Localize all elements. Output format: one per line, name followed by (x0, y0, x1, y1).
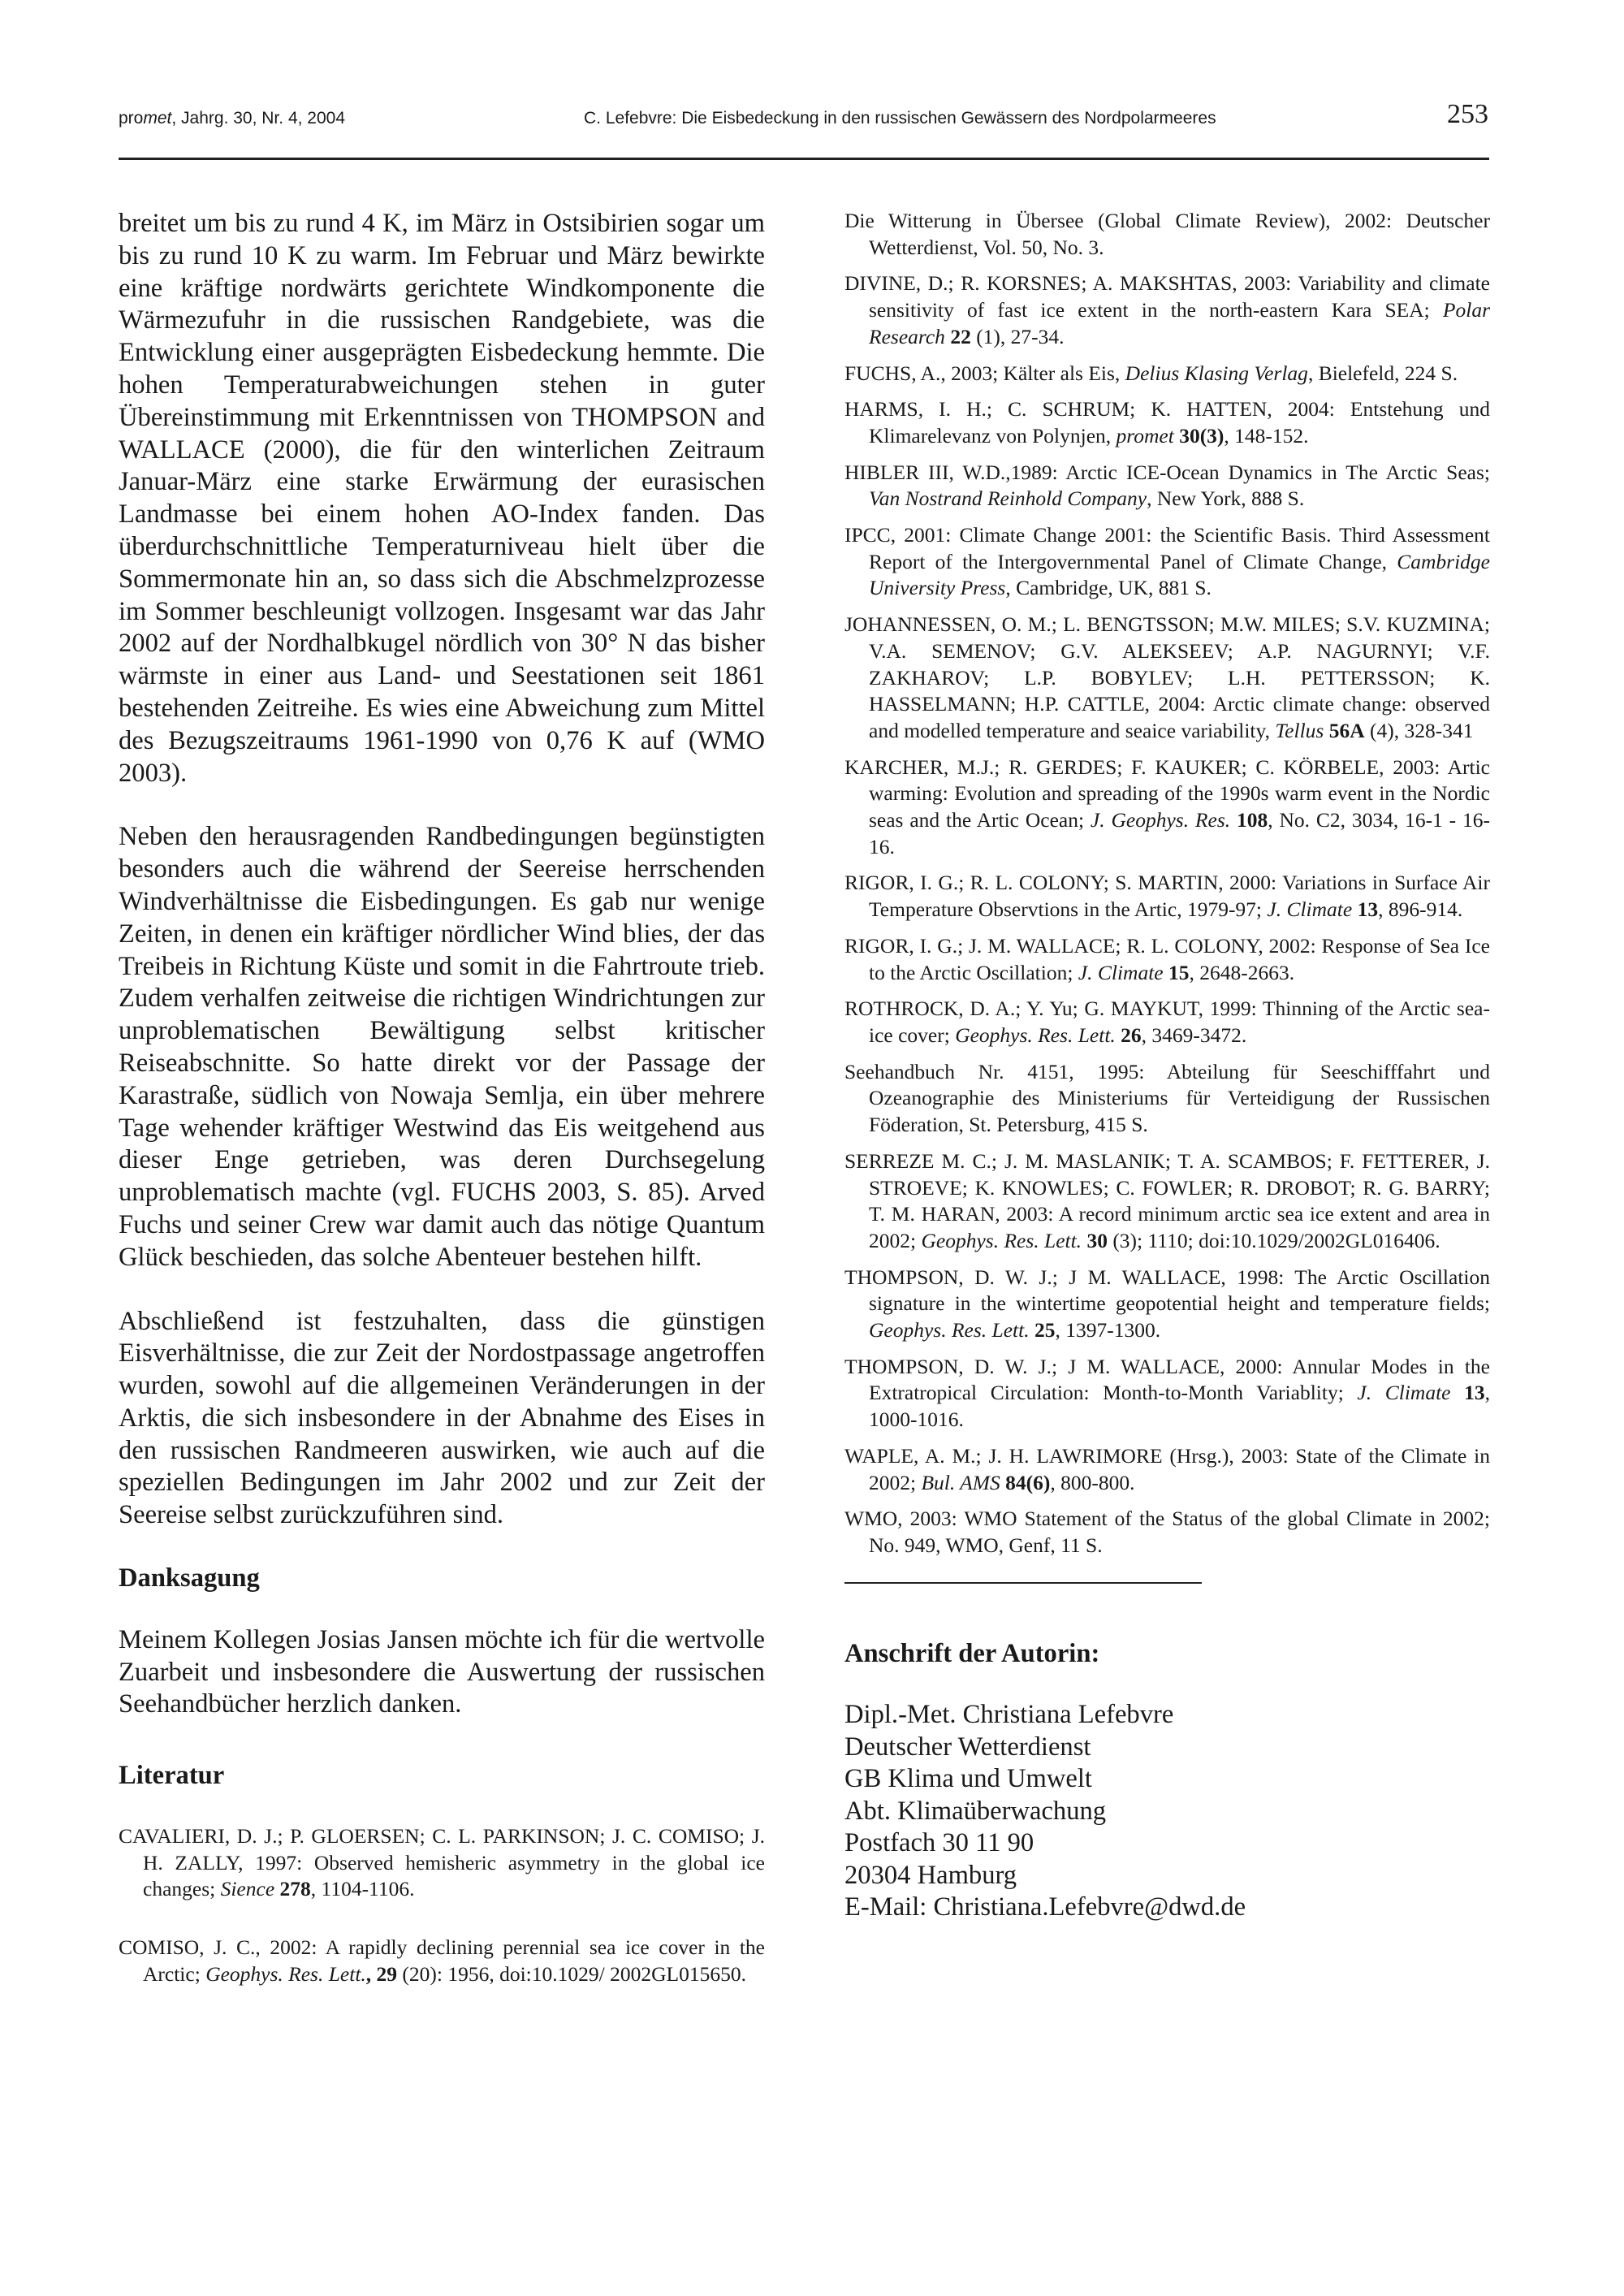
reference-text: (4), 328-341 (1364, 718, 1474, 742)
reference-text: DIVINE, D.; R. KORSNES; A. MAKSHTAS, 2003: Variability and climate sensitivity of fast ice extent in the north-eastern Kara SEA; (844, 271, 1490, 322)
journal-name-italic: met (143, 109, 172, 128)
reference-text: , No. C2, 3034, 16-1 - 16-16. (869, 808, 1490, 858)
reference-entry (844, 396, 1490, 449)
reference-journal: J. Climate (1357, 1381, 1451, 1405)
reference-volume: 278 (274, 1877, 311, 1901)
reference-entry (844, 522, 1490, 602)
reference-entry (119, 1823, 765, 1903)
address-line: Abt. Klimaüberwachung (844, 1796, 1107, 1826)
reference-text: (3); 1110; doi:10.1029/2002GL016406. (1107, 1228, 1440, 1252)
reference-text: , New York, 888 S. (1147, 486, 1305, 511)
reference-text: , 3469-3472. (1141, 1023, 1247, 1047)
acknowledgement-heading: Danksagung (119, 1563, 260, 1593)
reference-text: RIGOR, I. G.; J. M. WALLACE; R. L. COLONY, 2002: Response of Sea Ice to the Arctic Oscillation; (844, 933, 1490, 984)
address-line: E-Mail: Christiana.Lefebvre@dwd.de (844, 1892, 1246, 1922)
reference-entry (844, 361, 1490, 387)
reference-journal: Geophys. Res. Lett. (955, 1023, 1116, 1047)
reference-entry (844, 208, 1490, 261)
reference-text: Die Witterung in Übersee (Global Climate Review), 2002: Deutscher Wetterdienst, Vol. 50, No. 3. (844, 209, 1490, 259)
reference-text: WAPLE, A. M.; J. H. LAWRIMORE (Hrsg.), 2003: State of the Climate in 2002; (844, 1443, 1490, 1494)
reference-text: COMISO, J. C., 2002: A rapidly declining perennial sea ice cover in the Arctic; (119, 1935, 765, 1986)
right-column (844, 208, 1490, 1924)
reference-entry (844, 270, 1490, 350)
reference-text: Seehandbuch Nr. 4151, 1995: Abteilung für Seeschifffahrt und Ozeanographie des Ministeriums für Verteidigung der Russischen Föderation, St. Petersburg, 415 S. (844, 1059, 1490, 1137)
reference-volume: 30(3) (1173, 423, 1224, 448)
body-paragraph: Neben den herausragenden Randbedingungen begünstigten besonders auch die während der Seereise herrschenden Windverhältnisse die Eisbedingungen. Es gab nur wenige Zeiten, in denen ein kräftiger nördlicher Wind blies, der das Treibeis in Richtung Küste und somit in die Fahrtroute trieb. Zudem verhalfen zeitweise die richtigen Windrichtungen zur unproblematischen Bewältigung selbst kritischer Reiseabschnitte. So hatte direkt vor der Passage der Karastraße, südlich von Nowaja Semlja, ein über mehrere Tage wehender kräftiger Westwind das Eis weitgehend aus dieser Enge getrieben, was deren Durchsegelung unproblematisch machte (vgl. FUCHS 2003, S. 85). Arved Fuchs und seiner Crew war damit auch das nötige Quantum Glück beschieden, das solche Abenteuer bestehen hilft. (119, 822, 765, 1272)
reference-text: , 1000-1016. (869, 1381, 1490, 1432)
reference-text: , Cambridge, UK, 881 S. (1005, 576, 1212, 600)
reference-text: , 800-800. (1050, 1470, 1135, 1494)
reference-entry (844, 1148, 1490, 1255)
journal-prefix: pro (119, 109, 144, 128)
reference-text: THOMPSON, D. W. J.; J M. WALLACE, 1998: The Arctic Oscillation signature in the wintertime geopotential height and temperature fields; (844, 1265, 1490, 1316)
reference-volume: 26 (1115, 1023, 1142, 1047)
reference-text: , Bielefeld, 224 S. (1307, 361, 1458, 385)
reference-text: (1), 27-34. (970, 324, 1065, 348)
reference-journal: J. Climate (1078, 960, 1164, 984)
reference-entry (844, 1354, 1490, 1433)
body-paragraph: Abschließend ist festzuhalten, dass die günstigen Eisverhältnisse, die zur Zeit der Nordostpassage angetroffen wurden, sowohl auf die allgemeinen Veränderungen in der Arktis, die sich insbesondere in der Abnahme des Eises in den russischen Randmeeren auswirken, wie auch auf die speziellen Bedingungen im Jahr 2002 und zur Zeit der Seereise selbst zurückzuführen sind. (119, 1306, 765, 1530)
address-line: Deutscher Wetterdienst (844, 1732, 1091, 1762)
reference-list (119, 1823, 765, 1988)
reference-text: , 148-152. (1224, 423, 1309, 448)
reference-text: RIGOR, I. G.; R. L. COLONY; S. MARTIN, 2000: Variations in Surface Air Temperature Observtions in the Artic, 1979-97; (844, 871, 1490, 922)
reference-text: CAVALIERI, D. J.; P. GLOERSEN; C. L. PARKINSON; J. C. COMISO; J. H. ZALLY, 1997: Observed hemisheric asymmetry in the global ice changes; (119, 1824, 765, 1901)
reference-text: IPCC, 2001: Climate Change 2001: the Scientific Basis. Third Assessment Report of the Intergovernmental Panel of Climate Change, (844, 523, 1490, 573)
reference-volume: 108 (1230, 808, 1268, 832)
reference-entry (844, 996, 1490, 1049)
reference-text: SERREZE M. C.; J. M. MASLANIK; T. A. SCAMBOS; F. FETTERER, J. STROEVE; K. KNOWLES; C. FOWLER; R. DROBOT; R. G. BARRY; T. M. HARAN, 2003: A record minimum arctic sea ice extent and area in 2002; (844, 1148, 1490, 1252)
reference-journal: Polar Research (869, 298, 1490, 348)
reference-text: JOHANNESSEN, O. M.; L. BENGTSSON; M.W. MILES; S.V. KUZMINA; V.A. SEMENOV; G.V. ALEKSEEV; A.P. NAGURNYI; V.F. ZAKHAROV; L.P. BOBYLEV; L.H. PETTERSSON; K. HASSELMANN; H.P. CATTLE, 2004: Arctic climate change: observed and modelled temperature and seaice variability, (844, 612, 1490, 742)
address-line: 20304 Hamburg (844, 1860, 1017, 1890)
article-running-title: C. Lefebvre: Die Eisbedeckung in den russischen Gewässern des Nordpolarmeeres (584, 109, 1216, 128)
address-heading: Anschrift der Autorin: (844, 1638, 1100, 1668)
reference-text: WMO, 2003: WMO Statement of the Status of the global Climate in 2002; No. 949, WMO, Genf, 11 S. (844, 1507, 1490, 1557)
reference-journal: Delius Klasing Verlag (1125, 361, 1308, 385)
reference-volume: 84(6) (1000, 1470, 1051, 1494)
reference-journal: Bul. AMS (921, 1470, 1000, 1494)
reference-entry (844, 870, 1490, 923)
reference-volume: 22 (944, 324, 971, 348)
reference-volume: 56A (1324, 718, 1365, 742)
reference-text: FUCHS, A., 2003; Kälter als Eis, (844, 361, 1125, 385)
reference-journal: Sience (220, 1877, 275, 1901)
reference-journal: Geophys. Res. Lett. (205, 1961, 366, 1986)
address-line: GB Klima und Umwelt (844, 1764, 1092, 1794)
reference-entry (844, 460, 1490, 512)
reference-volume: 25 (1029, 1318, 1056, 1343)
reference-journal: J. Climate (1267, 897, 1353, 922)
reference-entry (119, 1935, 765, 1987)
reference-volume: 13 (1450, 1381, 1485, 1405)
reference-volume: 30 (1082, 1228, 1108, 1252)
reference-journal: J. Geophys. Res. (1090, 808, 1231, 832)
address-line: Postfach 30 11 90 (844, 1828, 1034, 1858)
reference-entry (844, 1443, 1490, 1496)
reference-text: HARMS, I. H.; C. SCHRUM; K. HATTEN, 2004: Entstehung und Klimarelevanz von Polynjen, (844, 397, 1490, 448)
reference-entry (844, 612, 1490, 745)
journal-issue: , Jahrg. 30, Nr. 4, 2004 (171, 109, 346, 128)
reference-text: , 1397-1300. (1055, 1318, 1161, 1343)
literature-heading: Literatur (119, 1761, 225, 1791)
reference-text: (20): 1956, doi:10.1029/ 2002GL015650. (397, 1961, 746, 1986)
reference-journal: promet (1116, 423, 1174, 448)
journal-info (119, 109, 345, 128)
body-paragraph: breitet um bis zu rund 4 K, im März in Ostsibirien sogar um bis zu rund 10 K zu warm. Im Februar und März bewirkte eine kräftige nordwärts gerichtete Windkomponente die Wärmezufuhr in die russischen Randgebiete, was die Entwicklung einer ausgeprägten Eisbedeckung hemmte. Die hohen Temperaturabweichungen stehen in guter Übereinstimmung mit Erkenntnissen von THOMPSON and WALLACE (2000), die für den winterlichen Zeitraum Januar-März eine starke Erwärmung der eurasischen Landmasse bei einem hohen AO-Index fanden. Das überdurchschnittliche Temperaturniveau hielt über die Sommermonate hin an, so dass sich die Abschmelzprozesse im Sommer beschleunigt vollzogen. Insgesamt war das Jahr 2002 auf der Nordhalbkugel nördlich von 30° N das bisher wärmste in einer aus Land- und Seestationen seit 1861 bestehenden Zeitreihe. Es wies eine Abweichung zum Mittel des Bezugszeitraums 1961-1990 von 0,76 K auf (WMO 2003). (119, 209, 765, 788)
running-header (119, 99, 1488, 135)
reference-text: THOMPSON, D. W. J.; J M. WALLACE, 2000: Annular Modes in the Extratropical Circulation: Month-to-Month Variablity; (844, 1354, 1490, 1405)
reference-text: , 2648-2663. (1189, 960, 1295, 984)
reference-journal: Tellus (1275, 718, 1324, 742)
reference-entry (844, 1265, 1490, 1344)
reference-text: HIBLER III, W.D.,1989: Arctic ICE-Ocean Dynamics in The Arctic Seas; (844, 460, 1490, 484)
reference-text: , 896-914. (1378, 897, 1463, 922)
page-number: 253 (1447, 99, 1488, 129)
header-rule (119, 158, 1489, 160)
reference-list (844, 208, 1490, 1559)
reference-journal: Van Nostrand Reinhold Company (869, 486, 1147, 511)
reference-entry (844, 755, 1490, 861)
author-address (844, 1699, 1490, 1924)
reference-entry (844, 1506, 1490, 1559)
left-column (119, 208, 765, 1988)
reference-text: KARCHER, M.J.; R. GERDES; F. KAUKER; C. KÖRBELE, 2003: Artic warming: Evolution and spreading of the 1990s warm event in the Nordic seas and the Artic Ocean; (844, 755, 1490, 832)
reference-entry (844, 933, 1490, 986)
reference-text: , 1104-1106. (310, 1877, 415, 1901)
acknowledgement-text: Meinem Kollegen Josias Jansen möchte ich für die wertvolle Zuarbeit und insbesondere die Auswertung der russischen Seehandbücher herzlich danken. (119, 1624, 765, 1719)
reference-volume: 13 (1352, 897, 1379, 922)
address-divider (844, 1582, 1202, 1584)
reference-journal: Cambridge University Press (869, 549, 1490, 600)
reference-entry (844, 1059, 1490, 1139)
reference-journal: Geophys. Res. Lett. (869, 1318, 1030, 1343)
reference-volume: , 29 (365, 1961, 398, 1986)
reference-text: ROTHROCK, D. A.; Y. Yu; G. MAYKUT, 1999: Thinning of the Arctic sea-ice cover; (844, 997, 1490, 1047)
reference-journal: Geophys. Res. Lett. (921, 1228, 1082, 1252)
address-line: Dipl.-Met. Christiana Lefebvre (844, 1700, 1174, 1730)
reference-volume: 15 (1163, 960, 1190, 984)
